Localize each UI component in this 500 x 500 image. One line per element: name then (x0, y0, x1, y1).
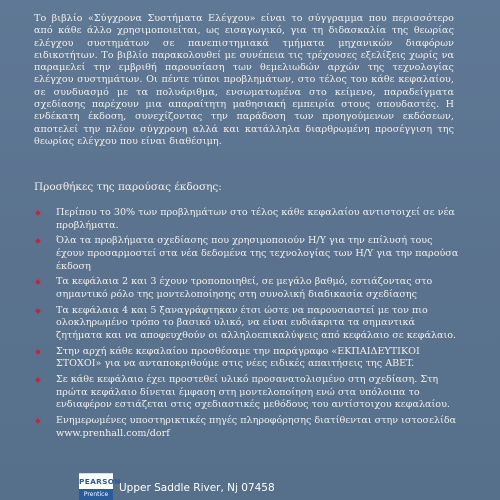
list-item-text: Ενημερωμένες υποστηρικτικές πηγές πληροφόρησης διατίθενται στην ιστοσελίδα (56, 415, 457, 427)
pearson-logo (79, 473, 121, 500)
list-item (34, 207, 462, 232)
list-item (34, 305, 462, 343)
bullet-icon (35, 239, 41, 245)
bullet-icon (35, 280, 41, 286)
list-item (34, 276, 462, 301)
bullet-icon (35, 210, 41, 216)
list-item-text: Στην αρχή κάθε κεφαλαίου προσθέσαμε την παράγραφο «ΕΚΠΑΙΔΕΥΤΙΚΟΙ ΣΤΟΧΟΙ» για να ανταποκριθούμε στις νέες ειδικές απαιτήσεις της ABET. (56, 345, 420, 370)
list-item (34, 235, 462, 273)
bullet-icon (35, 377, 41, 383)
logo-wordmark: PEARSON (79, 474, 113, 489)
logo-imprint: Prentice (79, 489, 113, 500)
additions-list (34, 207, 462, 443)
publisher-address: Upper Saddle River, Nj 07458 (119, 482, 275, 494)
list-item (34, 346, 462, 371)
list-item-text: Σε κάθε κεφάλαιο έχει προστεθεί υλικό προσανατολισμένο στη σχεδίαση. Στη πρώτα κεφάλαιο δίνεται έμφαση στη μοντελοποίηση ενώ στα υπόλοιπα το ενδιαφέρον εστιάζεται στις σχεδιαστικές μεθόδους του αντίστοιχου κεφαλαίου. (56, 374, 450, 411)
list-item (34, 415, 462, 440)
list-item-text: Τα κεφάλαια 2 και 3 έχουν τροποποιηθεί, σε μεγάλο βαθμό, εστιάζοντας στο σημαντικό ρόλο της μοντελοποίησης στη συνολική διαδικασία σχεδίασης (56, 276, 433, 300)
list-item-text: Όλα τα προβλήματα σχεδίασης που χρησιμοποιούν Η/Υ για την επίλυσή τους έχουν προσαρμοστεί στα νέα δεδομένα της τεχνολογίας των Η/Υ για την παρούσα έκδοση (56, 235, 459, 272)
bullet-icon (35, 418, 41, 424)
list-item-text: Τα κεφάλαια 4 και 5 ξαναγράφτηκαν έτσι ώστε να παρουσιαστεί με τον πιο ολοκληρωμένο τρόπο το βασικό υλικό, να είναι ευδιάκριτα τα σημαντικά ζητήματα και να αποφευχθούν οι αλληλοεπικαλύψεις από κεφάλαιο σε κεφάλαιο. (56, 304, 457, 341)
website-link[interactable]: www.prenhall.com/dorf (56, 427, 170, 439)
list-item-text: Περίπου το 30% των προβλημάτων στο τέλος κάθε κεφαλαίου αντιστοιχεί σε νέα προβλήματα. (56, 207, 455, 231)
bullet-icon (35, 349, 41, 355)
description-block (34, 13, 454, 148)
bullet-icon (35, 308, 41, 314)
list-item (34, 374, 462, 412)
description-paragraph: Το βιβλίο «Σύγχρονα Συστήματα Ελέγχου» είναι το σύγγραμμα που περισσότερο από κάθε άλλο χρησιμοποιείται, ως εισαγωγικό, για τη διδασκαλία της θεωρίας ελέγχου συστημάτων σε πανεπιστημιακά τμήματα μηχανικών διαφόρων ειδικοτήτων. Το βιβλίο παρακολουθεί με συνέπεια τις τρέχουσες εξελίξεις χωρίς να παραμελεί την εμβριθή παρουσίαση των θεμελιωδών αρχών της τεχνολογίας ελέγχου συστημάτων. Οι πέντε τύποι προβλημάτων, στο τέλος του κάθε κεφαλαίου, σε συνδυασμό με τα πολυάριθμα, ενσωματωμένα στο κείμενο, παραδείγματα σχεδίασης παρέχουν μια απαραίτητη μαθησιακή εμπειρία στους σπουδαστές. Η ενδέκατη έκδοση, συνεχίζοντας την παράδοση των προηγούμενων εκδόσεων, αποτελεί την πλέον σύγχρονη αλλά και κατάλληλα διαρθρωμένη προσέγγιση της θεωρίας ελέγχου που είναι διαθέσιμη. (34, 13, 454, 147)
additions-heading: Προσθήκες της παρούσας έκδοσης: (34, 181, 222, 193)
